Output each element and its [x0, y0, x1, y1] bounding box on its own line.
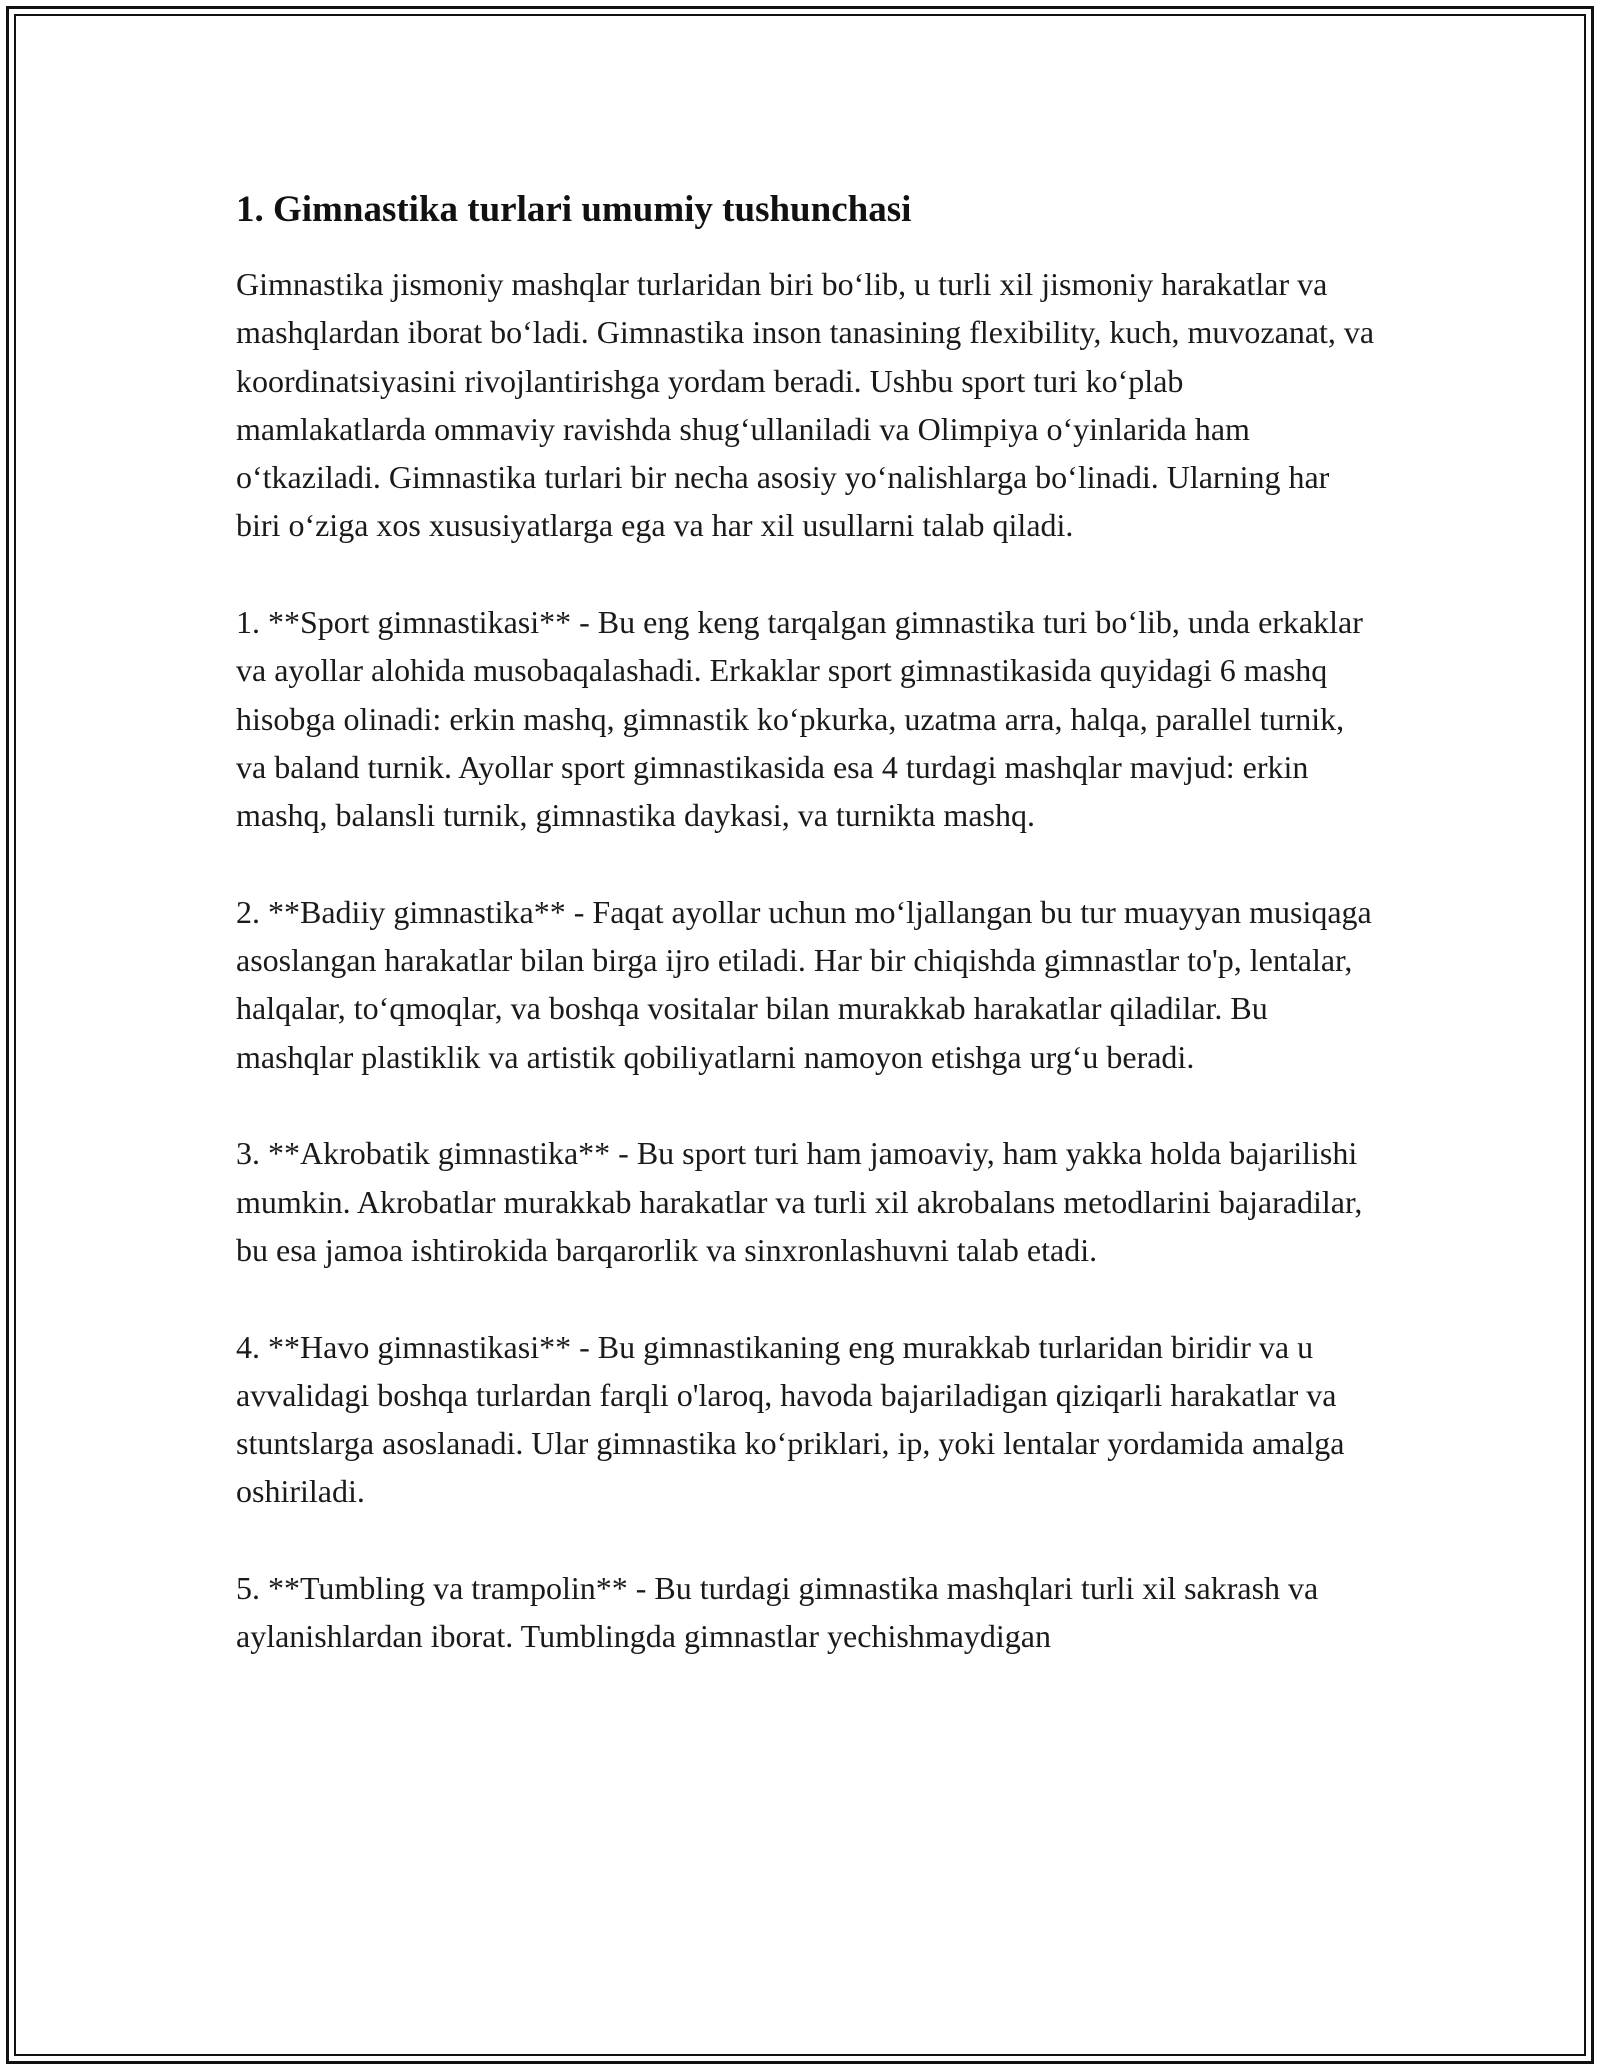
paragraph-tumbling-trampoline: 5. **Tumbling va trampolin** - Bu turdagi gimnastika mashqlari turli xil sakrash va aylanishlardan iborat. Tumblingda gimnastlar yechishmaydigan — [236, 1570, 1319, 1655]
paragraph-aerial-gymnastics: 4. **Havo gimnastikasi** - Bu gimnastikaning eng murakkab turlaridan biridir va u avvalidagi boshqa turlardan farqli o'laroq, havoda bajariladigan qiziqarli harakatlar va stuntslarga asoslanadi. Ular gimnastika koʻpriklari, ip, yoki lentalar yordamida amalga oshiriladi. — [236, 1328, 1345, 1510]
paragraph-intro: Gimnastika jismoniy mashqlar turlaridan biri boʻlib, u turli xil jismoniy harakatlar va mashqlardan iborat boʻladi. Gimnastika inson tanasining flexibility, kuch, muvozanat, va koordinatsiyasini rivojlantirishga yordam beradi. Ushbu sport turi koʻplab mamlakatlarda ommaviy ravishda shugʻullaniladi va Olimpiya oʻyinlarida ham oʻtkaziladi. Gimnastika turlari bir necha asosiy yoʻnalishlarga boʻlinadi. Ularning har biri oʻziga xos xususiyatlarga ega va har xil usullarni talab qiladi. — [236, 266, 1375, 544]
page-title: 1. Gimnastika turlari umumiy tushunchasi — [236, 189, 912, 230]
paragraph-acrobatic-gymnastics: 3. **Akrobatik gimnastika** - Bu sport turi ham jamoaviy, ham yakka holda bajarilishi mumkin. Akrobatlar murakkab harakatlar va turli xil akrobalans metodlarini bajaradilar, bu esa jamoa ishtirokida barqarorlik va sinxronlashuvni talab etadi. — [236, 1135, 1363, 1268]
paragraph-sport-gymnastics: 1. **Sport gimnastikasi** - Bu eng keng tarqalgan gimnastika turi boʻlib, unda erkaklar va ayollar alohida musobaqalashadi. Erkaklar sport gimnastikasida quyidagi 6 mashq hisobga olinadi: erkin mashq, gimnastik koʻpkurka, uzatma arra, halqa, parallel turnik, va baland turnik. Ayollar sport gimnastikasida esa 4 turdagi mashqlar mavjud: erkin mashq, balansli turnik, gimnastika daykasi, va turnikta mashq. — [236, 604, 1363, 834]
paragraph-rhythmic-gymnastics: 2. **Badiiy gimnastika** - Faqat ayollar uchun moʻljallangan bu tur muayyan musiqaga asoslangan harakatlar bilan birga ijro etiladi. Har bir chiqishda gimnastlar to'p, lentalar, halqalar, toʻqmoqlar, va boshqa vositalar bilan murakkab harakatlar qiladilar. Bu mashqlar plastiklik va artistik qobiliyatlarni namoyon etishga urgʻu beradi. — [236, 893, 1372, 1075]
document-body — [236, 186, 1376, 1709]
